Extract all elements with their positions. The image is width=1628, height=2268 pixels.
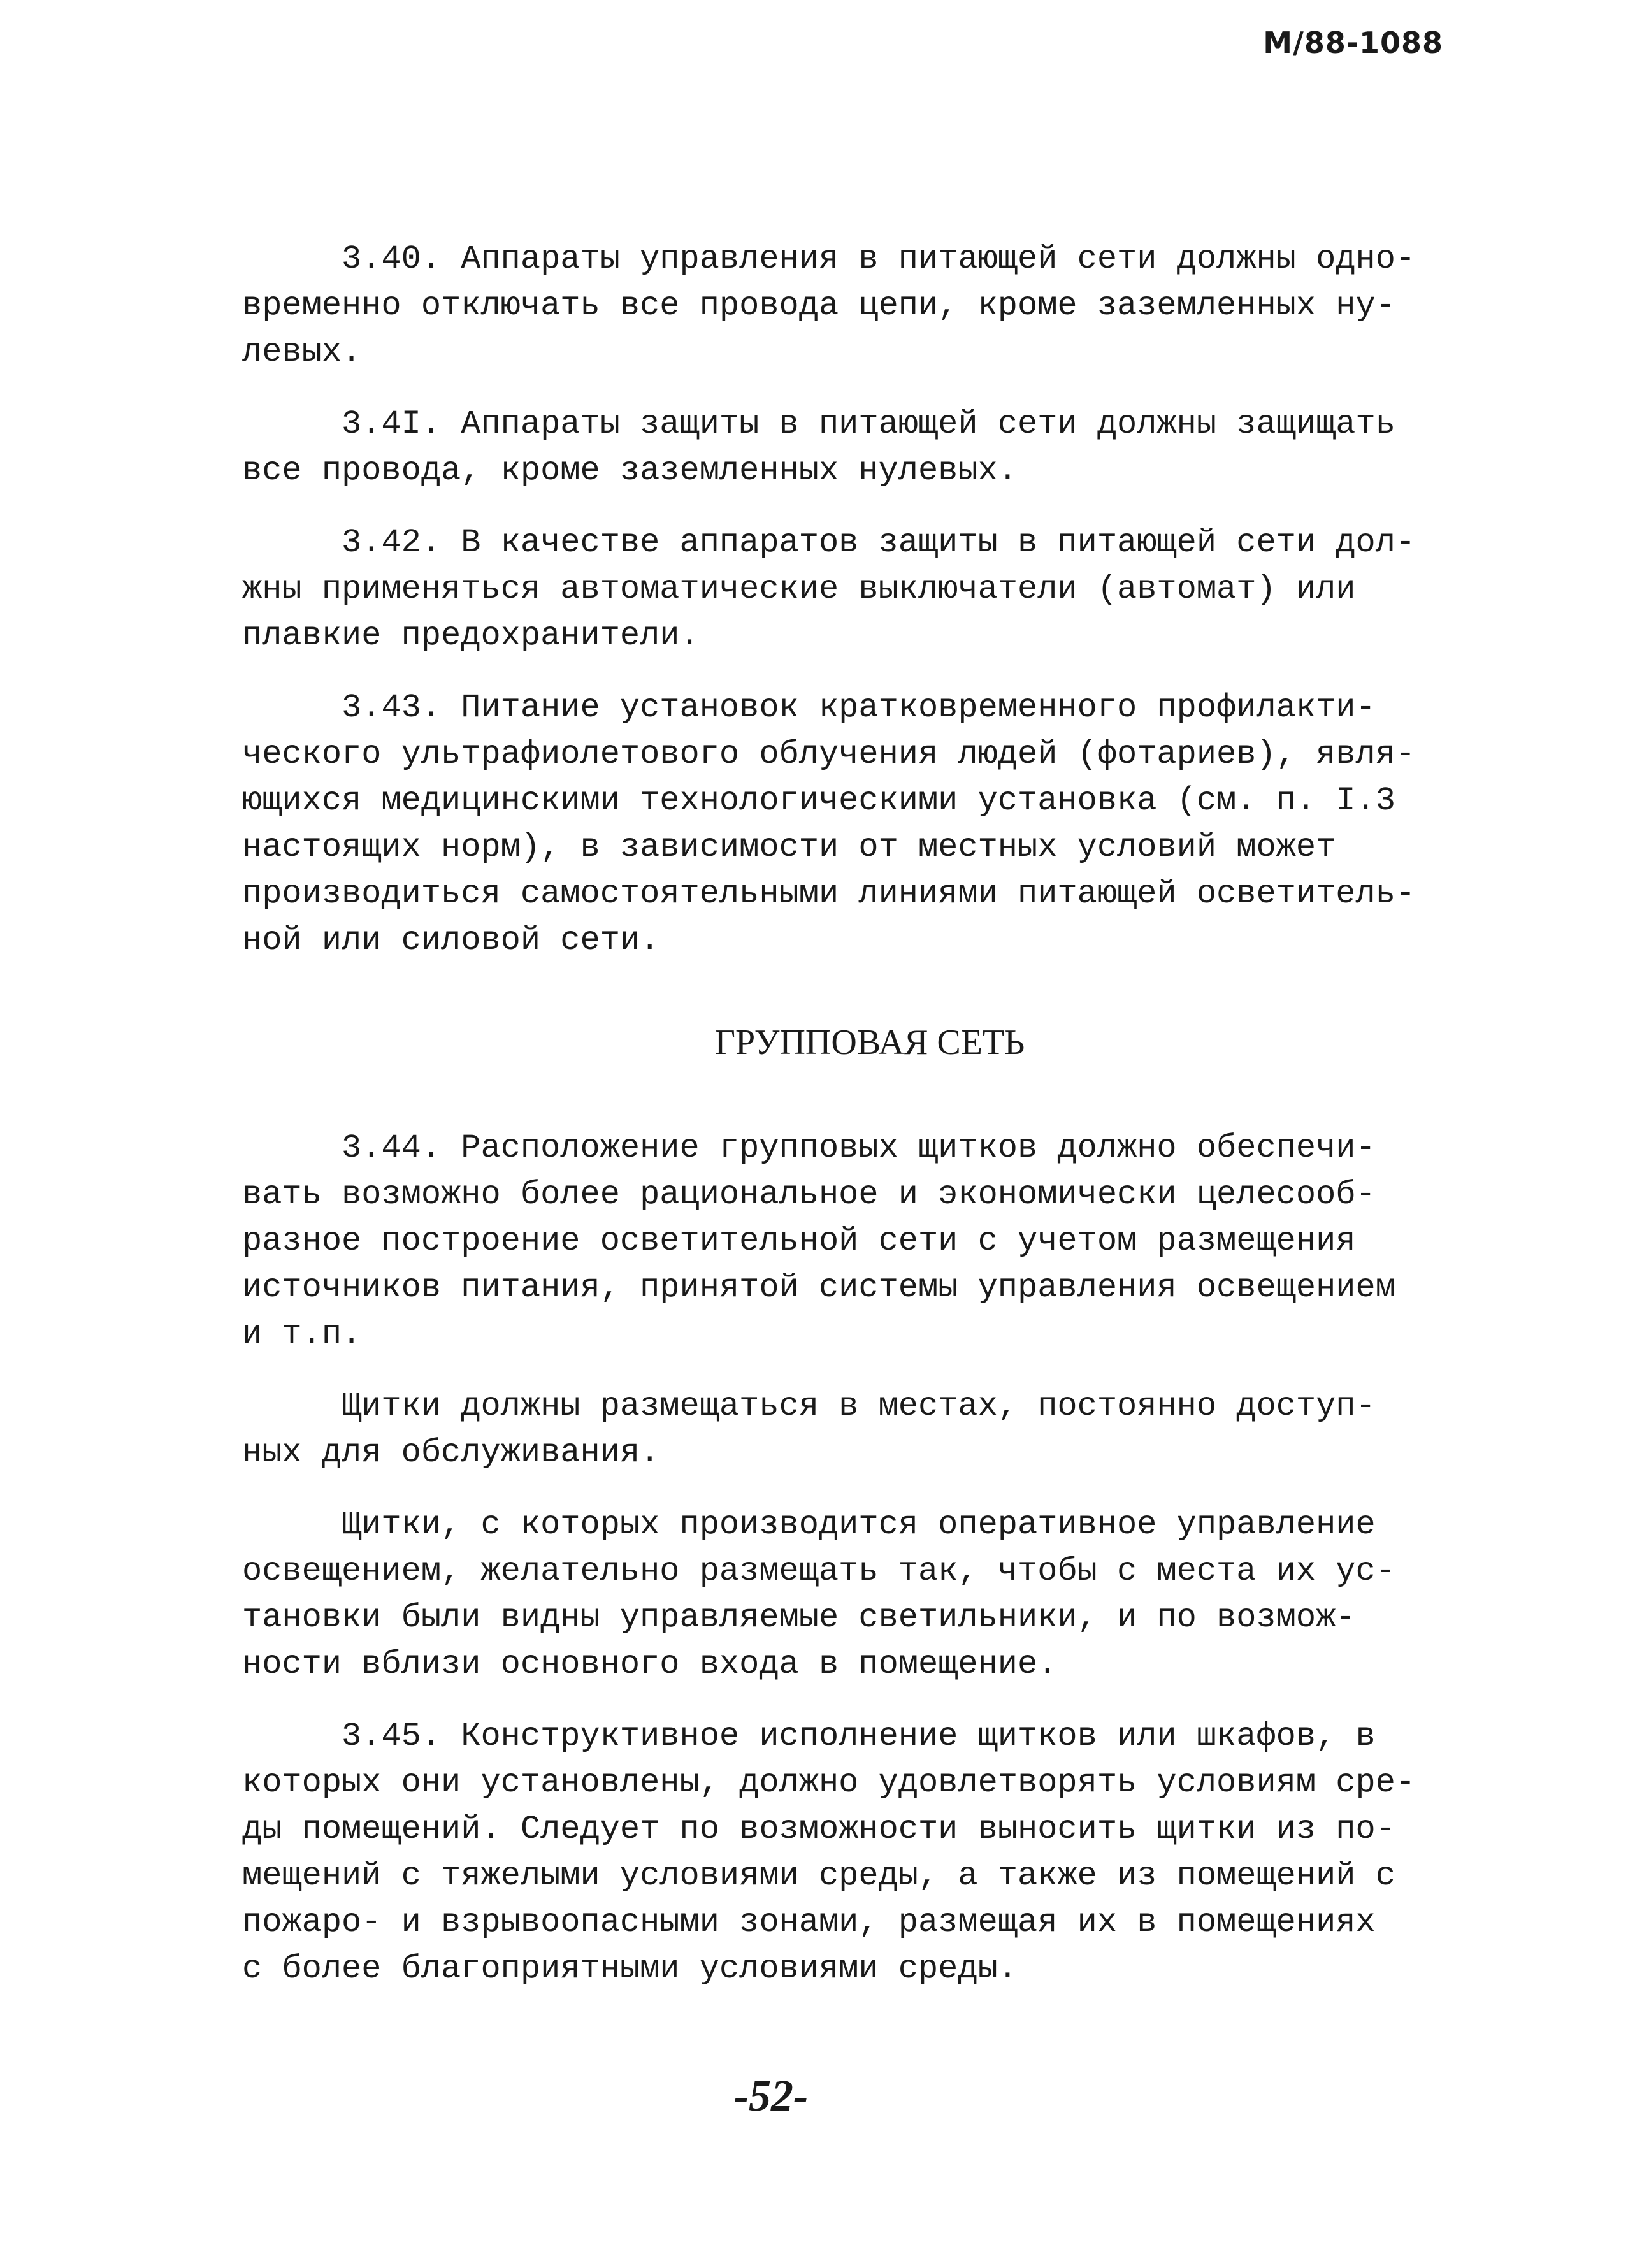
page-number: -52- [733,2072,809,2121]
section-title: ГРУППОВАЯ СЕТЬ [714,1023,1025,1062]
paragraph-3-41: 3.4I. Аппараты защиты в питающей сети должны защищать все провода, кроме заземленных нулевых. [242,405,1395,489]
paragraph-3-44: 3.44. Расположение групповых щитков должно обеспечи- вать возможно более рациональное и экономически целесооб- разное построение осветительной сети с учетом размещения источников питания, принятой системы управления освещением и т.п. [242,1129,1395,1353]
document-body [242,236,1415,2018]
document-code: М/88-1088 [1263,25,1443,60]
paragraph-panels-control: Щитки, с которых производится оперативное управление освещением, желательно размещать так, чтобы с места их ус- тановки были видны управляемые светильники, и по возмож- ности вблизи основного входа в помещение. [242,1506,1395,1683]
paragraph-panels-placement: Щитки должны размещаться в местах, постоянно доступ- ных для обслуживания. [242,1387,1376,1471]
paragraph-3-40: 3.40. Аппараты управления в питающей сети должны одно- временно отключать все провода цепи, кроме заземленных ну- левых. [242,240,1416,371]
paragraph-3-45: 3.45. Конструктивное исполнение щитков или шкафов, в которых они установлены, должно удовлетворять условиям сре- ды помещений. Следует по возможности выносить щитки из по- мещений с тяжелыми условиями среды, а также из помещений с пожаро- и взрывоопасными зонами, размещая их в помещениях с более благоприятными условиями среды. [242,1717,1416,1988]
paragraph-3-43: 3.43. Питание установок кратковременного профилакти- ческого ультрафиолетового облучения людей (фотариев), явля- ющихся медицинскими технологическими установка (см. п. I.3 настоящих норм), в зависимости от местных условий может производиться самостоятельными линиями питающей осветитель- ной или силовой сети. [242,689,1416,959]
paragraph-3-42: 3.42. В качестве аппаратов защиты в питающей сети дол- жны применяться автоматические выключатели (автомат) или плавкие предохранители. [242,524,1416,654]
